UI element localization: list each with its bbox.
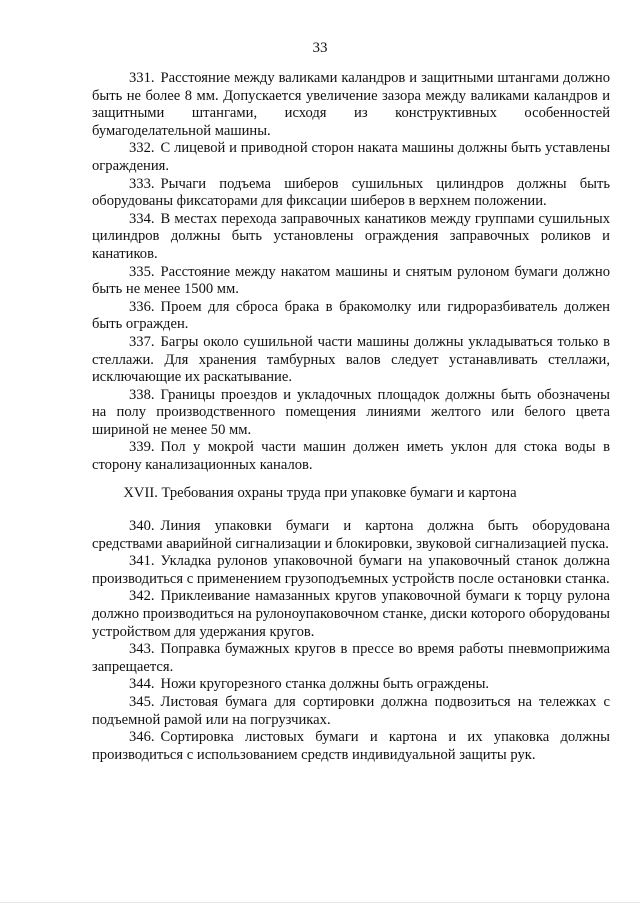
paragraph-number: 333. — [129, 175, 155, 192]
paragraph-text: Проем для сброса брака в бракомолку или гидроразбиватель должен быть огражден. — [92, 298, 610, 333]
paragraph-344 — [92, 676, 610, 694]
page-edge-line — [0, 902, 640, 903]
paragraph-number: 344. — [129, 676, 155, 693]
paragraph-text: Пол у мокрой части машин должен иметь уклон для стока воды в сторону канализационных каналов. — [92, 439, 610, 474]
paragraph-333 — [92, 176, 610, 211]
paragraph-text: Линия упаковки бумаги и картона должна быть оборудована средствами аварийной сигнализации и блокировки, звуковой сигнализацией пуска. — [92, 518, 610, 552]
paragraph-340 — [92, 518, 610, 553]
paragraph-336 — [92, 299, 610, 334]
paragraph-number: 337. — [129, 333, 155, 350]
paragraph-number: 331. — [129, 70, 155, 86]
paragraph-number: 338. — [129, 386, 155, 403]
paragraph-337 — [92, 334, 610, 387]
paragraph-341 — [92, 553, 610, 588]
paragraph-text: Рычаги подъема шиберов сушильных цилиндров должны быть оборудованы фиксаторами для фиксации шиберов в верхнем положении. — [92, 175, 610, 210]
paragraph-text: Укладка рулонов упаковочной бумаги на упаковочный станок должна производиться с применением грузоподъемных устройств после остановки станка. — [92, 553, 610, 587]
paragraph-334 — [92, 211, 610, 264]
paragraph-text: С лицевой и приводной сторон наката машины должны быть уставлены ограждения. — [92, 140, 610, 174]
paragraph-text: В местах перехода заправочных канатиков между группами сушильных цилиндров должны быть установлены ограждения заправочных роликов и канатиков. — [92, 210, 610, 262]
paragraph-text: Листовая бумага для сортировки должна подвозиться на тележках с подъемной рамой или на погрузчиках. — [92, 693, 610, 728]
paragraph-number: 336. — [129, 298, 155, 315]
paragraph-346 — [92, 729, 610, 764]
paragraph-number: 332. — [129, 140, 155, 157]
paragraph-text: Приклеивание намазанных кругов упаковочной бумаги к торцу рулона должно производиться на рулоноупаковочном станке, диски которого оборудованы устройством для удержания кругов. — [92, 588, 610, 640]
paragraph-text: Ножи кругорезного станка должны быть ограждены. — [160, 676, 490, 693]
paragraph-number: 339. — [129, 439, 155, 456]
page-number: 33 — [312, 40, 328, 56]
paragraph-text: Сортировка листовых бумаги и картона и их упаковка должны производиться с использованием средств индивидуальной защиты рук. — [92, 729, 610, 763]
paragraph-339 — [92, 439, 610, 474]
paragraph-342 — [92, 588, 610, 641]
paragraph-text: Поправка бумажных кругов в прессе во время работы пневмоприжима запрещается. — [92, 641, 610, 675]
paragraph-text: Границы проездов и укладочных площадок должны быть обозначены на полу производственного помещения линиями желтого или белого цвета шириной не менее 50 мм. — [92, 386, 610, 438]
paragraph-number: 345. — [129, 693, 155, 710]
paragraph-text: Расстояние между накатом машины и снятым рулоном бумаги должно быть не менее 1500 мм. — [92, 263, 610, 298]
paragraph-338 — [92, 387, 610, 440]
paragraph-332 — [92, 140, 610, 175]
section-1-text — [92, 70, 610, 475]
paragraph-number: 343. — [129, 641, 155, 658]
paragraph-number: 341. — [129, 553, 155, 570]
section-2-text — [92, 518, 610, 764]
paragraph-text: Багры около сушильной части машины должны укладываться только в стеллажи. Для хранения тамбурных валов следует устанавливать стеллажи, исключающие их раскатывание. — [92, 333, 610, 386]
paragraph-number: 346. — [129, 729, 155, 746]
paragraph-number: 335. — [129, 263, 155, 280]
paragraph-number: 334. — [129, 210, 155, 227]
paragraph-text: Расстояние между валиками каландров и защитными штангами должно быть не более 8 мм. Допускается увеличение зазора между валиками каландров и защитными штангами, исходя из конструктивных особенностей бумагоделательной машины. — [92, 70, 610, 139]
paragraph-345 — [92, 694, 610, 729]
paragraph-number: 342. — [129, 588, 155, 605]
paragraph-343 — [92, 641, 610, 676]
paragraph-331 — [92, 70, 610, 140]
paragraph-number: 340. — [129, 518, 155, 534]
section-heading: XVII. Требования охраны труда при упаковке бумаги и картона — [123, 485, 517, 501]
paragraph-335 — [92, 264, 610, 299]
